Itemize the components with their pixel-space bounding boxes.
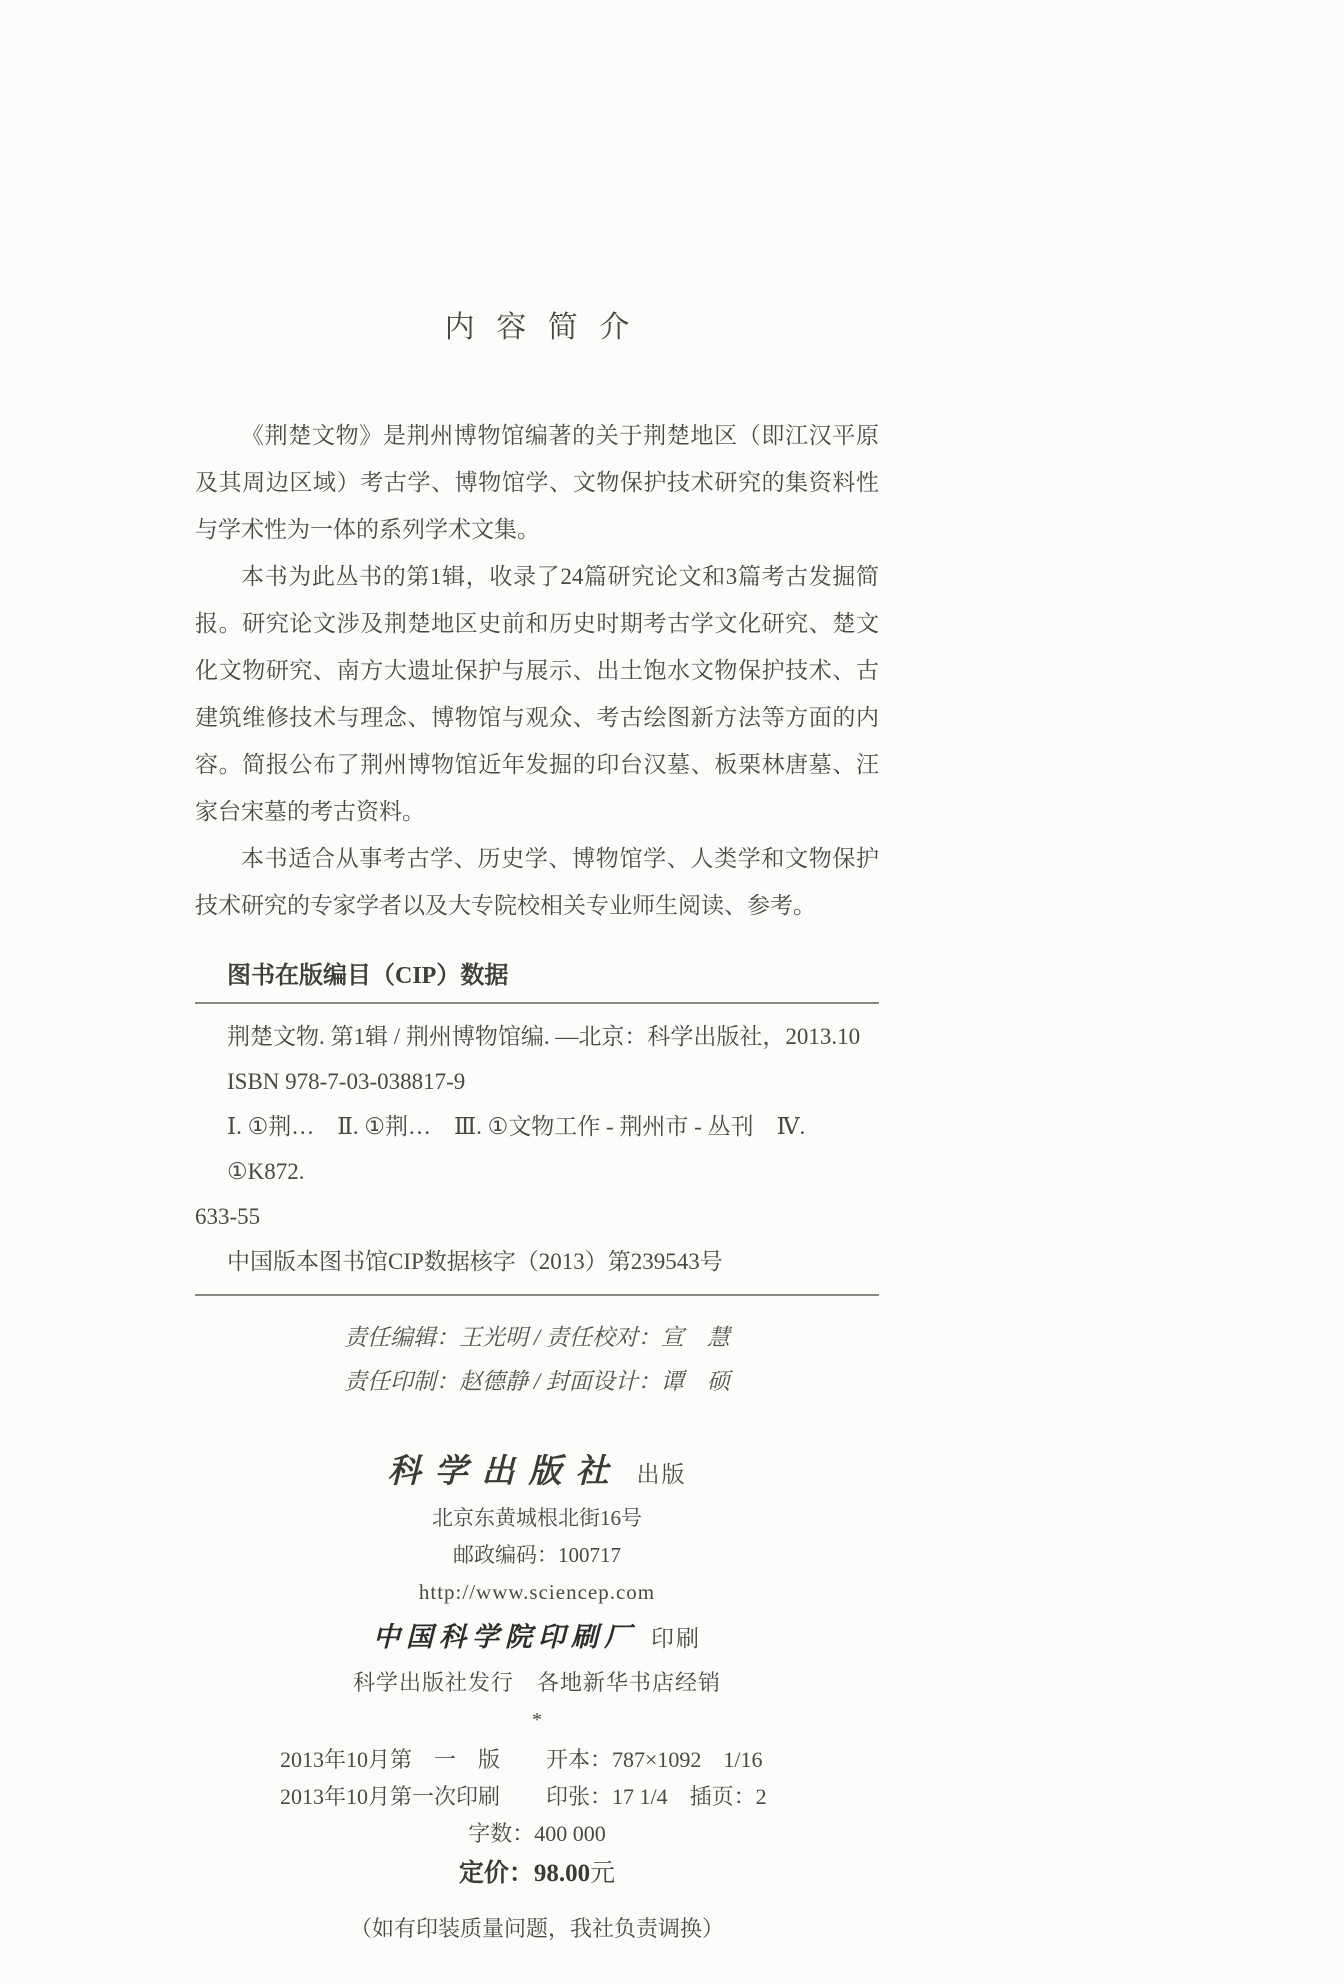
printer-role-label: 印刷 bbox=[651, 1626, 701, 1651]
printer-logotype: 中国科学院印刷厂 bbox=[373, 1622, 637, 1652]
publisher-address: 北京东黄城根北街16号 bbox=[432, 1506, 642, 1530]
cip-body bbox=[195, 1014, 879, 1284]
cip-record-number-line: 中国版本图书馆CIP数据核字（2013）第239543号 bbox=[227, 1249, 723, 1274]
word-count: 字数：400 000 bbox=[468, 1821, 606, 1846]
divider-asterisk: * bbox=[532, 1709, 542, 1731]
staff-credits bbox=[195, 1316, 879, 1404]
publisher-logotype: 科学出版社 bbox=[387, 1454, 623, 1490]
copyright-page bbox=[195, 0, 879, 1984]
staff-line-production: 责任印制：赵德静 / 封面设计：谭 硕 bbox=[344, 1369, 730, 1394]
intro-paragraph-2: 本书为此丛书的第1辑，收录了24篇研究论文和3篇考古发掘简报。研究论文涉及荆楚地区史前和历史时期考古学文化研究、楚文化文物研究、南方大遗址保护与展示、出土饱水文物保护技术、古建筑维修技术与理念、博物馆与观众、考古绘图新方法等方面的内容。简报公布了荆州博物馆近年发掘的印台汉墓、板栗林唐墓、汪家台宋墓的考古资料。 bbox=[195, 564, 879, 824]
edition-date: 2013年10月第 一 版 bbox=[280, 1747, 501, 1772]
cip-title-line: 荆楚文物. 第1辑 / 荆州博物馆编. —北京：科学出版社，2013.10 bbox=[227, 1024, 861, 1049]
publisher-role-label: 出版 bbox=[636, 1462, 687, 1487]
printing-details bbox=[195, 1741, 879, 1948]
publisher-postcode: 邮政编码：100717 bbox=[453, 1543, 621, 1567]
impression-date: 2013年10月第一次印刷 bbox=[280, 1784, 501, 1809]
staff-line-editors: 责任编辑：王光明 / 责任校对：宣 慧 bbox=[344, 1325, 730, 1350]
cip-classification-line: Ⅰ. ①荆… Ⅱ. ①荆… Ⅲ. ①文物工作 - 荆州市 - 丛刊 Ⅳ. ①K872. bbox=[227, 1114, 806, 1184]
printer-line bbox=[195, 1616, 879, 1663]
price-value: 98.00 bbox=[533, 1860, 591, 1887]
cip-bottom-rule bbox=[195, 1294, 879, 1296]
price-unit: 元 bbox=[590, 1860, 616, 1887]
price-label: 定价： bbox=[458, 1860, 534, 1887]
publisher-name-line bbox=[195, 1450, 879, 1500]
intro-title: 内容简介 bbox=[444, 311, 651, 344]
impression-row bbox=[195, 1778, 879, 1815]
format-spec: 开本：787×1092 1/16 bbox=[546, 1747, 763, 1772]
cip-classification-continuation: 633-55 bbox=[195, 1204, 261, 1229]
price-line bbox=[195, 1854, 879, 1894]
edition-row bbox=[195, 1741, 879, 1778]
publisher-website: http://www.sciencep.com bbox=[418, 1580, 656, 1604]
cip-isbn-line: ISBN 978-7-03-038817-9 bbox=[227, 1069, 466, 1094]
publisher-colophon bbox=[195, 1450, 879, 1737]
cip-header: 图书在版编目（CIP）数据 bbox=[227, 963, 509, 989]
intro-paragraph-1: 《荆楚文物》是荆州博物馆编著的关于荆楚地区（即江汉平原及其周边区域）考古学、博物馆学、文物保护技术研究的集资料性与学术性为一体的系列学术文集。 bbox=[195, 423, 879, 542]
sheets-spec: 印张：17 1/4 插页：2 bbox=[546, 1784, 767, 1809]
cip-top-rule bbox=[195, 1002, 879, 1004]
distribution-line: 科学出版社发行 各地新华书店经销 bbox=[352, 1670, 721, 1695]
intro-paragraph-3: 本书适合从事考古学、历史学、博物馆学、人类学和文物保护技术研究的专家学者以及大专院校相关专业师生阅读、参考。 bbox=[195, 846, 879, 918]
quality-note: （如有印装质量问题，我社负责调换） bbox=[349, 1916, 724, 1941]
cip-section bbox=[195, 955, 879, 1296]
intro-body bbox=[195, 412, 879, 929]
